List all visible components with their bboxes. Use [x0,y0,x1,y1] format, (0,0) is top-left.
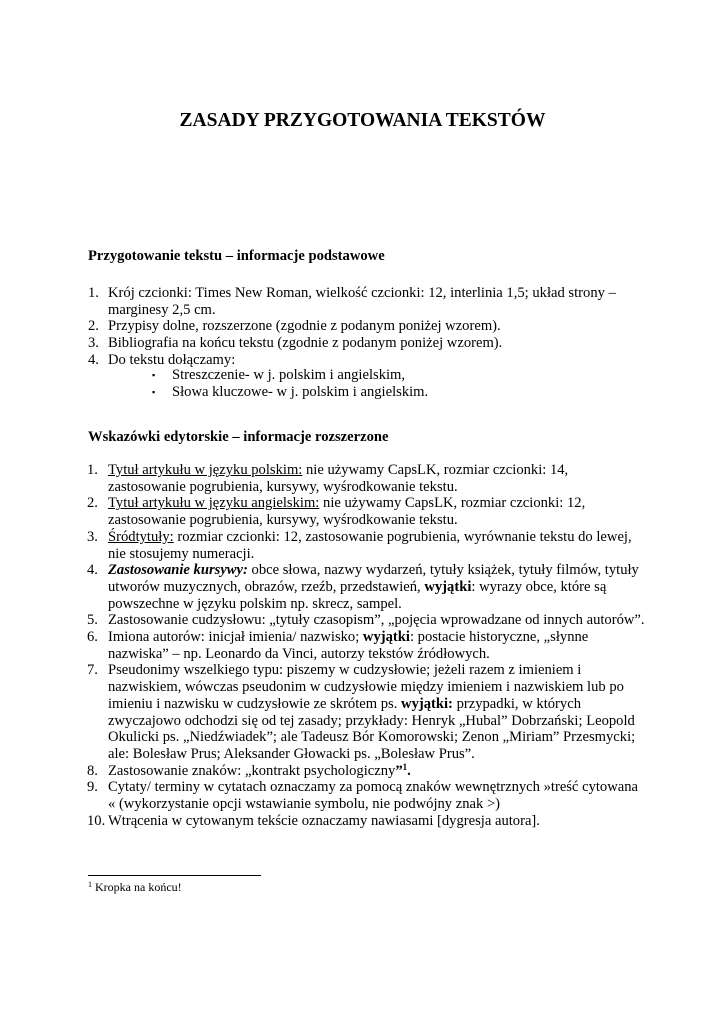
attachments-bullet-list [150,367,428,400]
footnote-reference[interactable]: 1 [402,761,408,772]
bullet-item: ▪ Słowa kluczowe- w j. polskim i angielskim. [152,383,429,400]
list-item: 1. Tytuł artykułu w języku polskim: nie używamy CapsLK, rozmiar czcionki: 14, zastosowanie pogrubienia, kursywy, wyśrodkowanie tekstu. [87,462,569,495]
square-bullet-icon: ▪ [152,370,156,380]
footnote-separator [88,875,261,876]
list-item: 4. Do tekstu dołączamy: [88,351,236,368]
footnote: $^1$ Kropka na końcu! [88,880,182,894]
list-item: 6. Imiona autorów: inicjał imienia/ nazwisko; wyjątki: postacie historyczne, „słynne nazwiska” – np. Leonardo da Vinci, autorzy tekstów źródłowych. [87,629,589,662]
list-item: 10. Wtrącenia w cytowanym tekście oznaczamy nawiasami [dygresja autora]. [87,812,540,829]
list-item: 2. Tytuł artykułu w języku angielskim: nie używamy CapsLK, rozmiar czcionki: 12, zastosowanie pogrubienia, kursywy, wyśrodkowanie tekstu. [87,495,586,529]
square-bullet-icon: ▪ [152,386,156,397]
list-item: 3. Bibliografia na końcu tekstu (zgodnie z podanym poniżej wzorem). [88,335,503,352]
footnote-marker: 1 [88,880,92,889]
document-title: ZASADY PRZYGOTOWANIA TEKSTÓW [179,110,546,131]
list-item: 1. Krój czcionki: Times New Roman, wielkość czcionki: 12, interlinia 1,5; układ strony – marginesy 2,5 cm. [88,285,616,318]
list-item: 4. Zastosowanie kursywy: obce słowa, nazwy wydarzeń, tytuły książek, tytuły filmów, tytuły utworów muzycznych, obrazów, rzeźb, przedstawień, wyjątki: wyrazy obce, które są powszechne w języku polskim np. skrecz, sampel. [87,562,639,612]
list-item: 2. Przypisy dolne, rozszerzone (zgodnie z podanym poniżej wzorem). [88,318,501,335]
section-heading-basic: Przygotowanie tekstu – informacje podstawowe [88,248,385,264]
list-item: 3. Śródtytuły: rozmiar czcionki: 12, zastosowanie pogrubienia, wyrównanie tekstu do lewej, nie stosujemy numeracji. [87,528,632,562]
basic-info-list [88,285,648,369]
list-item: 8. Zastosowanie znaków: „kontrakt psychologiczny”$^1$. [87,761,411,779]
list-item: 7. Pseudonimy wszelkiego typu: piszemy w cudzysłowie; jeżeli razem z imieniem i nazwiskiem, wówczas pseudonim w cudzysłowie między imieniem i nazwiskiem lub po imieniu i nazwisku w cudzysłowie ze skrótem ps. wyjątki: przypadki, w których zwyczajowo odchodzi się od tej zasady; przykłady: Henryk „Hubal” Dobrzański; Leopold Okulicki ps. „Niedźwiadek”; ale Tadeusz Bór Komorowski; Zenon „Miriam” Przesmycki; ale: Bolesław Prus; Aleksander Głowacki ps. „Bolesław Prus”. [87,662,636,762]
bullet-item: ▪ Streszczenie- w j. polskim i angielskim, [152,367,406,383]
list-item: 9. Cytaty/ terminy w cytatach oznaczamy za pomocą znaków wewnętrznych »treść cytowana « (wykorzystanie opcji wstawianie symbolu, nie podwójny znak >) [87,779,639,813]
editorial-guidelines-list [88,462,648,829]
section-heading-extended: Wskazówki edytorskie – informacje rozszerzone [88,429,389,445]
list-item: 5. Zastosowanie cudzysłowu: „tytuły czasopism”, „pojęcia wprowadzane od innych autorów”. [87,612,645,629]
